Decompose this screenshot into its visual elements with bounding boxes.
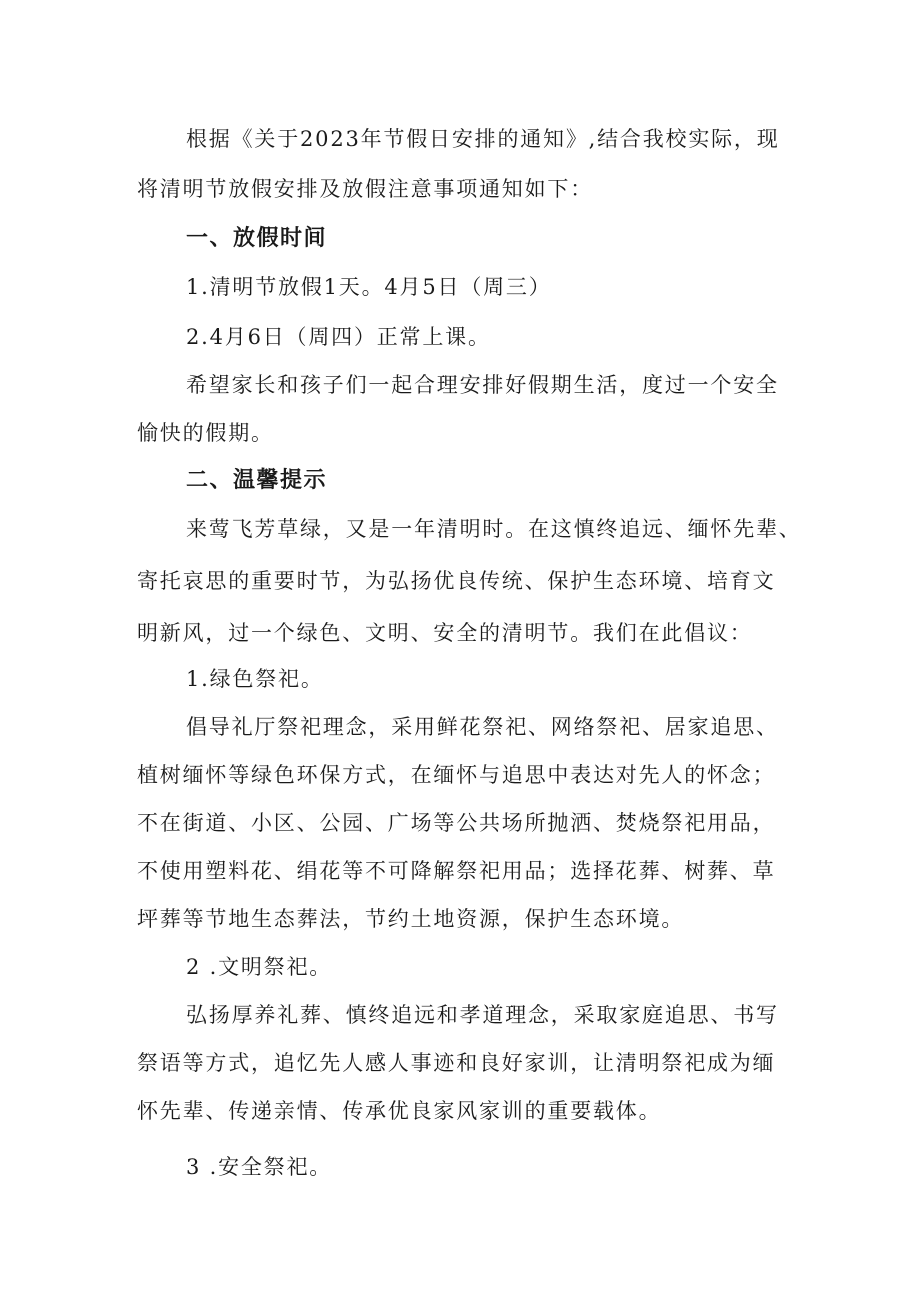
paragraph-green-line-5: 坪葬等节地生态葬法，节约土地资源，保护生态环境。 bbox=[137, 907, 685, 931]
paragraph-tips-line-3: 明新风，过一个绿色、文明、安全的清明节。我们在此倡议： bbox=[137, 621, 753, 645]
paragraph-civilized-line-2: 祭语等方式，追忆先人感人事迹和良好家训，让清明祭祀成为缅 bbox=[137, 1051, 776, 1075]
paragraph-tips-line-1: 来莺飞芳草绿，又是一年清明时。在这慎终追远、缅怀先辈、 bbox=[186, 517, 802, 541]
paragraph-green-line-4: 不使用塑料花、绢花等不可降解祭祀用品；选择花葬、树葬、草 bbox=[137, 859, 776, 883]
subheading-civilized-sacrifice: 2 .文明祭祀。 bbox=[186, 955, 333, 979]
holiday-item-1: 1.清明节放假1天。4月5日（周三） bbox=[186, 275, 552, 299]
holiday-item-2: 2.4月6日（周四）正常上课。 bbox=[186, 325, 491, 349]
subheading-safe-sacrifice: 3 .安全祭祀。 bbox=[186, 1155, 333, 1179]
paragraph-intro-line-2: 将清明节放假安排及放假注意事项通知如下： bbox=[137, 177, 593, 201]
paragraph-civilized-line-1: 弘扬厚养礼葬、慎终追远和孝道理念，采取家庭追思、书写 bbox=[186, 1003, 779, 1027]
paragraph-tips-line-2: 寄托哀思的重要时节，为弘扬优良传统、保护生态环境、培育文 bbox=[137, 569, 776, 593]
section-heading-holiday-time: 一、放假时间 bbox=[186, 226, 328, 251]
paragraph-green-line-3: 不在街道、小区、公园、广场等公共场所抛洒、焚烧祭祀用品， bbox=[137, 811, 776, 835]
paragraph-civilized-line-3: 怀先辈、传递亲情、传承优良家风家训的重要载体。 bbox=[137, 1099, 662, 1123]
subheading-green-sacrifice: 1.绿色祭祀。 bbox=[186, 667, 324, 691]
section-heading-warm-tips: 二、温馨提示 bbox=[186, 468, 328, 493]
paragraph-green-line-1: 倡导礼厅祭祀理念，采用鲜花祭祀、网络祭祀、居家追思、 bbox=[186, 715, 779, 739]
paragraph-intro-line-1: 根据《关于2023年节假日安排的通知》,结合我校实际，现 bbox=[186, 127, 780, 151]
paragraph-green-line-2: 植树缅怀等绿色环保方式，在缅怀与追思中表达对先人的怀念； bbox=[137, 763, 776, 787]
paragraph-wish-line-2: 愉快的假期。 bbox=[137, 421, 274, 445]
paragraph-wish-line-1: 希望家长和孩子们一起合理安排好假期生活，度过一个安全 bbox=[186, 373, 779, 397]
